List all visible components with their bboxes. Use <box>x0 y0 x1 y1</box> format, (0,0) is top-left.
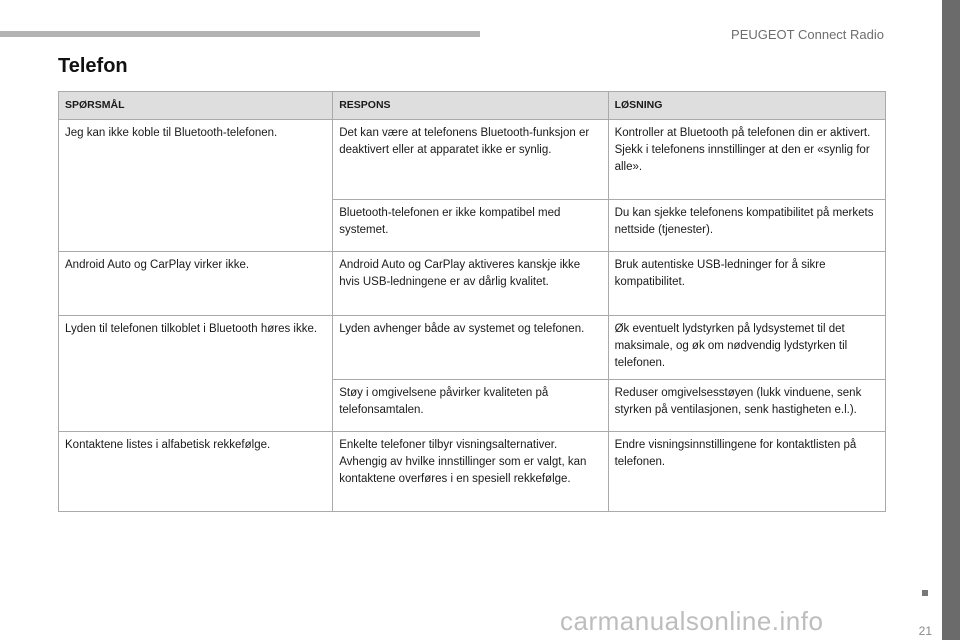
solution-cell: Bruk autentiske USB-ledninger for å sikre kompatibilitet. <box>608 252 885 316</box>
table-header-row <box>59 92 886 120</box>
header-rule <box>0 31 480 37</box>
header-label: PEUGEOT Connect Radio <box>731 27 884 42</box>
solution-cell: Øk eventuelt lydstyrken på lydsystemet til det maksimale, og øk om nødvendig lydstyrken til telefonen. <box>608 316 885 380</box>
page-number: 21 <box>918 624 932 638</box>
response-line: Enkelte telefoner tilbyr visningsalternativer. <box>339 439 558 451</box>
solution-cell: Endre visningsinnstillingene for kontaktlisten på telefonen. <box>608 432 885 512</box>
response-cell: Lyden avhenger både av systemet og telefonen. <box>333 316 608 380</box>
solution-line: Sjekk i telefonens innstillinger at den er «synlig for alle». <box>614 144 870 173</box>
page-marker-square <box>922 590 928 596</box>
solution-cell <box>608 120 885 200</box>
response-cell: Bluetooth-telefonen er ikke kompatibel med systemet. <box>333 200 608 252</box>
column-header-response: RESPONS <box>333 92 608 120</box>
question-cell: Kontaktene listes i alfabetisk rekkefølge. <box>59 432 333 512</box>
side-strip <box>942 0 960 640</box>
column-header-question: SPØRSMÅL <box>59 92 333 120</box>
page-title: Telefon <box>58 55 128 77</box>
response-cell: Det kan være at telefonens Bluetooth-funksjon er deaktivert eller at apparatet ikke er synlig. <box>333 120 608 200</box>
response-cell: Støy i omgivelsene påvirker kvaliteten på telefonsamtalen. <box>333 380 608 432</box>
solution-cell: Reduser omgivelsesstøyen (lukk vinduene, senk styrken på ventilasjonen, senk hastigheten e.l.). <box>608 380 885 432</box>
question-cell: Jeg kan ikke koble til Bluetooth-telefonen. <box>59 120 333 200</box>
faq-table <box>58 91 886 512</box>
table-row <box>59 200 886 252</box>
response-cell <box>333 432 608 512</box>
question-cell: Android Auto og CarPlay virker ikke. <box>59 252 333 316</box>
question-cell-continued <box>59 380 333 432</box>
solution-line: Kontroller at Bluetooth på telefonen din er aktivert. <box>614 127 871 139</box>
response-line: Avhengig av hvilke innstillinger som er valgt, kan kontaktene overføres i en spesiell rekkefølge. <box>339 456 587 485</box>
question-cell: Lyden til telefonen tilkoblet i Bluetooth høres ikke. <box>59 316 333 380</box>
table-row <box>59 120 886 200</box>
question-cell-continued <box>59 200 333 252</box>
table-row <box>59 432 886 512</box>
solution-cell: Du kan sjekke telefonens kompatibilitet på merkets nettside (tjenester). <box>608 200 885 252</box>
column-header-solution: LØSNING <box>608 92 885 120</box>
watermark: carmanualsonline.info <box>560 606 824 636</box>
response-cell: Android Auto og CarPlay aktiveres kanskje ikke hvis USB-ledningene er av dårlig kvalitet. <box>333 252 608 316</box>
table-row <box>59 252 886 316</box>
table-row <box>59 316 886 380</box>
table-row <box>59 380 886 432</box>
